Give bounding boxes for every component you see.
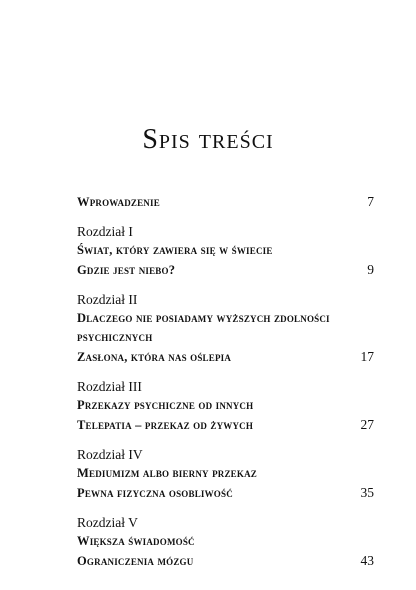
chapter-heading: Rozdział I [77,224,133,239]
toc-entry-page: 17 [360,349,374,364]
toc-entry-title: Przekazy psychiczne od innych [77,398,254,412]
toc-entry-title: Mediumizm albo bierny przekaz [77,466,257,480]
toc-section-intro [77,192,374,212]
toc-entry-title: Większa świadomość [77,534,195,548]
toc-entry-title: Dlaczego nie posiadamy wyższych zdolności [77,311,330,325]
chapter-heading: Rozdział V [77,515,138,530]
toc-entry-title: Telepatia – przekaz od żywych [77,418,254,432]
toc-section-chapter-4 [77,445,374,503]
table-of-contents [77,192,374,581]
toc-entry-page: 35 [360,485,374,500]
toc-entry-title: Świat, który zawiera się w świecie [77,243,273,257]
toc-entry [77,464,374,483]
toc-entry [77,532,374,551]
page-title: Spis treści [142,124,274,155]
toc-section-chapter-1 [77,222,374,280]
toc-entry [77,396,374,415]
toc-entry [77,309,374,328]
toc-section-chapter-2 [77,290,374,367]
toc-entry-page: 27 [360,417,374,432]
toc-entry-title: Zasłona, która nas oślepia [77,350,232,364]
toc-entry [77,241,374,260]
toc-section-chapter-3 [77,377,374,435]
toc-entry [77,415,374,435]
toc-entry [77,192,374,212]
toc-entry [77,483,374,503]
toc-entry [77,347,374,367]
toc-entry-page: 43 [360,553,374,568]
toc-entry-page: 9 [367,262,374,277]
toc-entry [77,260,374,280]
toc-entry [77,328,374,347]
toc-entry-title: Gdzie jest niebo? [77,263,176,277]
toc-entry-title: Wprowadzenie [77,195,160,209]
toc-entry-title: psychicznych [77,330,153,344]
chapter-heading: Rozdział IV [77,447,143,462]
toc-section-chapter-5 [77,513,374,571]
chapter-heading: Rozdział II [77,292,138,307]
toc-entry-page: 7 [367,194,374,209]
toc-entry-title: Ograniczenia mózgu [77,554,194,568]
toc-entry-title: Pewna fizyczna osobliwość [77,486,233,500]
chapter-heading: Rozdział III [77,379,142,394]
toc-entry [77,551,374,571]
